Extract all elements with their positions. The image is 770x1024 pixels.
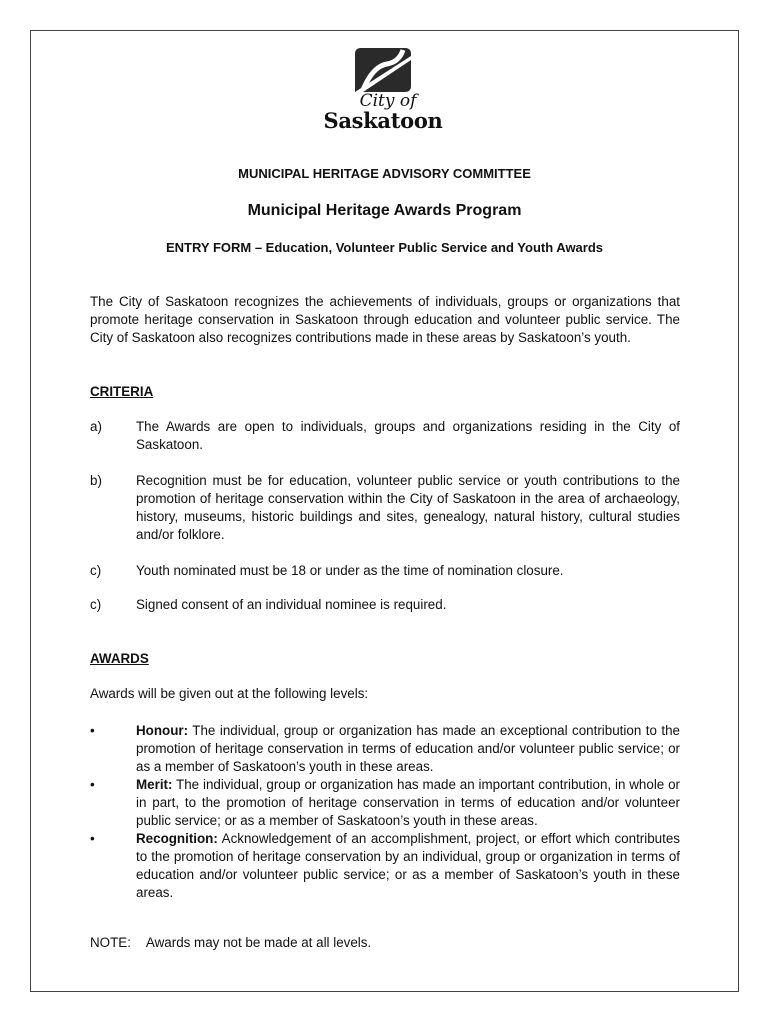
award-level-item [90,776,680,830]
criteria-heading: CRITERIA [90,384,154,399]
bullet-icon: • [90,777,95,792]
award-level-term: Recognition: [136,831,218,846]
criteria-marker: c) [90,597,102,612]
bullet-icon: • [90,723,95,738]
bullet-icon: • [90,831,95,846]
entry-form-title: ENTRY FORM – Education, Volunteer Public Service and Youth Awards [165,240,604,255]
criteria-text: The Awards are open to individuals, groups and organizations residing in the City of Saskatoon. [136,419,680,452]
award-level-description: Acknowledgement of an accomplishment, project, or effort which contributes to the promotion of heritage conservation by an individual, group or organization in terms of education and/or volunteer public service; or as a member of Saskatoon’s youth in these areas. [136,831,680,900]
logo-city-of: City of [359,91,417,111]
award-level-item [90,830,680,902]
award-level-text [136,776,680,830]
awards-heading: AWARDS [90,651,149,666]
city-logo [318,46,448,132]
criteria-item [90,418,680,454]
criteria-marker: a) [90,419,102,434]
note [90,935,371,950]
logo-saskatoon: Saskatoon [323,108,443,133]
award-level-item [90,722,680,776]
criteria-text: Recognition must be for education, volunteer public service or youth contributions to the promotion of heritage conservation within the City of Saskatoon in the area of archaeology, history, museums, historic buildings and sites, genealogy, natural history, cultural studies and/or folklore. [136,473,680,542]
saskatoon-logo-icon [353,46,413,94]
awards-intro: Awards will be given out at the following levels: [90,686,369,701]
criteria-text: Signed consent of an individual nominee is required. [136,597,447,612]
note-label: NOTE: [90,935,131,950]
program-title: Municipal Heritage Awards Program [247,202,522,219]
award-level-term: Merit: [136,777,173,792]
criteria-text: Youth nominated must be 18 or under as the time of nomination closure. [136,563,564,578]
intro-paragraph: The City of Saskatoon recognizes the achievements of individuals, groups or organizations that promote heritage conservation in Saskatoon through education and volunteer public service. The City of Saskatoon also recognizes contributions made in these areas by Saskatoon’s youth. [90,294,680,345]
award-level-text [136,722,680,776]
committee-title: MUNICIPAL HERITAGE ADVISORY COMMITTEE [238,166,531,181]
award-level-text [136,830,680,902]
note-text: Awards may not be made at all levels. [145,935,372,950]
award-level-description: The individual, group or organization has made an important contribution, in whole or in part, to the promotion of heritage conservation in terms of education and/or volunteer public service; or as a member of Saskatoon’s youth in these areas. [136,777,680,828]
criteria-item [90,472,680,544]
criteria-item [90,596,680,614]
award-level-term: Honour: [136,723,189,738]
criteria-marker: c) [90,563,102,578]
award-level-description: The individual, group or organization has made an exceptional contribution to the promotion of heritage conservation in terms of education and/or volunteer public service; or as a member of Saskatoon’s youth in these areas. [136,723,680,774]
criteria-item [90,562,680,580]
criteria-marker: b) [90,473,102,488]
